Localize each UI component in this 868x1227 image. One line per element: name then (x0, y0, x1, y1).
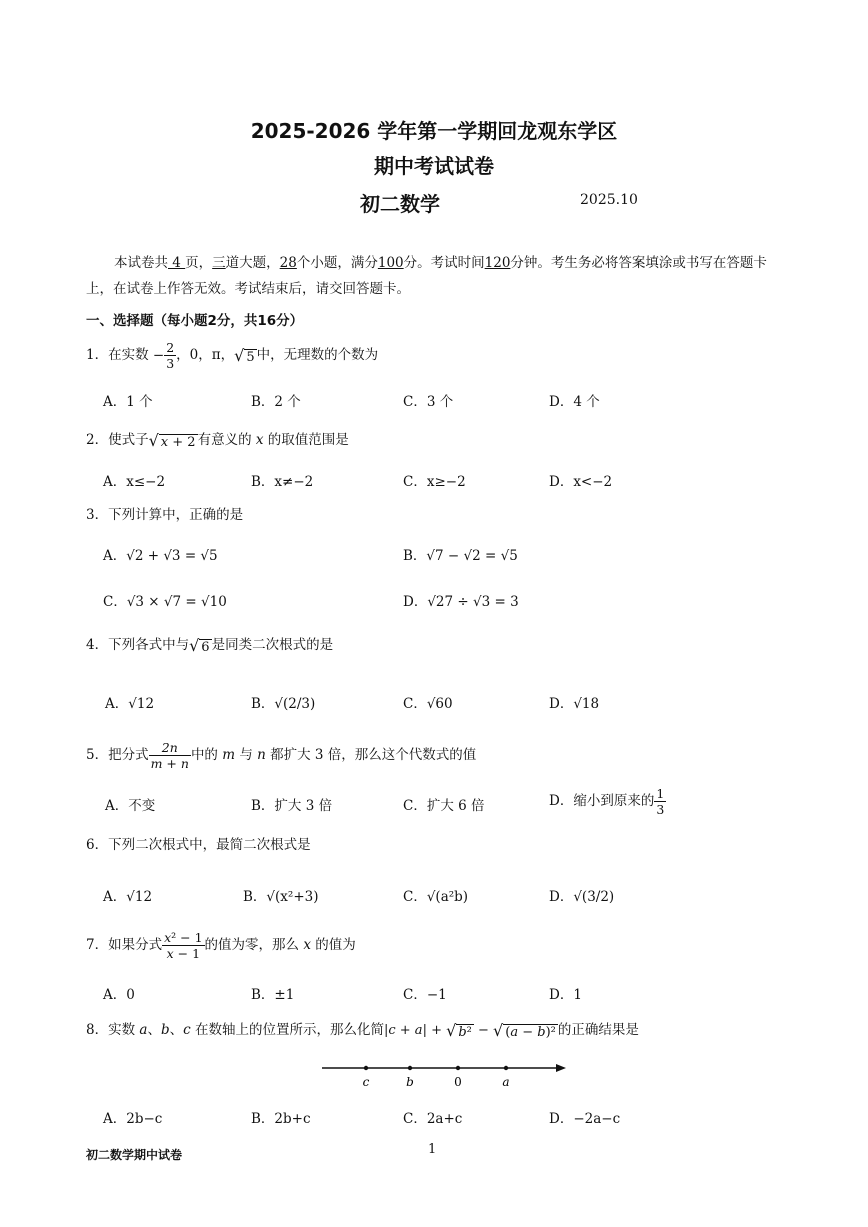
point-zero (456, 1066, 460, 1070)
q1-option-b[interactable]: B．2 个 (251, 394, 301, 410)
fraction-neg-two-thirds: $\frac{2}{3}$ (166, 340, 175, 371)
q7-option-c[interactable]: C．−1 (403, 987, 447, 1003)
intro-text: 个小题，满分 (296, 255, 378, 271)
question-text: 在数轴上的位置所示，那么化简 (194, 1022, 384, 1038)
question-text: 的值为零，那么 (204, 937, 300, 953)
question-6-stem: 6．下列二次根式中，最简二次根式是 (86, 837, 311, 853)
q8-option-a[interactable]: A．2b−c (103, 1111, 163, 1127)
page-count: 4 (168, 255, 186, 271)
fraction-x2-minus-1-over-x-minus-1: $\frac{\text{x² − 1}}{x - 1}$ (164, 930, 203, 961)
fraction-2n-over-m-plus-n: $\frac{2n}{m + n}$ (150, 740, 189, 771)
number-line (318, 1058, 570, 1092)
q7-option-d[interactable]: D．1 (549, 987, 582, 1003)
question-text: 中，无理数的个数为 (256, 347, 379, 363)
question-text: 的正确结果是 (557, 1022, 639, 1038)
option-text: D．缩小到原来的 (549, 793, 655, 809)
q5-option-a[interactable]: A．不变 (105, 798, 156, 814)
exam-title-line2: 期中考试试卷 (374, 154, 494, 178)
q5-option-d[interactable] (549, 786, 666, 817)
sqrt-x-plus-2: √ x + 2 (148, 431, 196, 450)
question-text: 2．使式子 (86, 432, 149, 448)
point-b (408, 1066, 412, 1070)
question-text: 有意义的 (197, 432, 252, 448)
q2-option-c[interactable]: C．x≥−2 (403, 474, 466, 490)
fraction-one-third: $\frac{1}{3}$ (656, 786, 665, 817)
q3-option-d[interactable]: D．√27 ÷ √3 = 3 (403, 594, 519, 610)
section-count: 三 (212, 255, 226, 271)
exam-instructions (86, 250, 786, 302)
exam-title-line1: 2025-2026 学年第一学期回龙观东学区 (250, 119, 618, 143)
time-limit: 120 (484, 255, 511, 271)
q6-option-c[interactable]: C．√(a²b) (403, 889, 469, 905)
question-1-stem: 1．在实数 − $\frac{2}{3}$ ，0，π，√ 5 中，无理数的个数为 (86, 340, 379, 371)
section-heading: 一、选择题（每小题2分，共16分） (86, 313, 304, 329)
math-expression: |c + a| + (383, 1023, 447, 1038)
intro-text: 道大题， (225, 255, 280, 271)
question-7-stem: 7．如果分式 $\frac{\text{x² − 1}}{x - 1}$ 的值为零，那么 x 的值为 (86, 930, 356, 961)
label-a: a (502, 1075, 510, 1089)
q4-option-a[interactable]: A．√12 (105, 696, 155, 712)
q3-option-c[interactable]: C．√3 × √7 = √10 (103, 594, 227, 610)
q7-option-b[interactable]: B．±1 (251, 987, 295, 1003)
question-text: 1．在实数 (86, 347, 149, 363)
q1-option-c[interactable]: C．3 个 (403, 394, 454, 410)
question-8-stem: 8．实数 a、b、c 在数轴上的位置所示，那么化简|c + a| + √ b² − √ (a − b)² 的正确结果是 (86, 1021, 639, 1040)
label-zero: 0 (454, 1075, 462, 1089)
question-text: 中的 (190, 747, 218, 763)
q7-option-a[interactable]: A．0 (103, 987, 135, 1003)
question-text: 与 (239, 747, 253, 763)
intro-text: 分。考试时间 (403, 255, 485, 271)
q3-option-a[interactable]: A．√2 + √3 = √5 (103, 548, 218, 564)
label-c: c (362, 1075, 370, 1089)
question-2-stem: 2．使式子√ x + 2 有意义的 x 的取值范围是 (86, 431, 349, 450)
total-score: 100 (377, 255, 404, 271)
question-text: ，0，π， (176, 347, 235, 363)
q4-option-d[interactable]: D．√18 (549, 696, 600, 712)
q5-option-c[interactable]: C．扩大 6 倍 (403, 798, 485, 814)
question-text: 是同类二次根式的是 (211, 637, 334, 653)
q6-option-b[interactable]: B．√(x²+3) (243, 889, 319, 905)
question-text: 的取值范围是 (267, 432, 349, 448)
sqrt-six: √ 6 (189, 636, 210, 655)
intro-text: 分钟。考生务必将答案填涂或书写在答题卡上，在试卷上作答无效。考试结束后，请交回答题卡。 (86, 255, 767, 297)
label-b: b (406, 1075, 414, 1089)
sqrt-a-minus-b-squared: √ (a − b)² (493, 1021, 556, 1040)
question-text: 都扩大 3 倍，那么这个代数式的值 (270, 747, 477, 763)
question-3-stem: 3．下列计算中，正确的是 (86, 507, 244, 523)
question-4-stem (86, 633, 333, 655)
question-count: 28 (279, 255, 297, 271)
q5-option-b[interactable]: B．扩大 3 倍 (251, 798, 333, 814)
q6-option-a[interactable]: A．√12 (103, 889, 153, 905)
q2-option-a[interactable]: A．x≤−2 (103, 474, 166, 490)
point-a (504, 1066, 508, 1070)
exam-date: 2025.10 (580, 192, 638, 208)
point-c (364, 1066, 368, 1070)
question-5-stem: 5．把分式 $\frac{2n}{m + n}$ 中的 m 与 n 都扩大 3 倍，那么这个代数式的值 (86, 740, 477, 771)
question-text: 4．下列各式中与 (86, 637, 190, 653)
intro-text: 页， (185, 255, 213, 271)
q4-option-c[interactable]: C．√60 (403, 696, 453, 712)
q3-option-b[interactable]: B．√7 − √2 = √5 (403, 548, 518, 564)
q8-option-b[interactable]: B．2b+c (251, 1111, 311, 1127)
q1-option-d[interactable]: D．4 个 (549, 394, 600, 410)
footer-label: 初二数学期中试卷 (86, 1148, 183, 1162)
q8-option-c[interactable]: C．2a+c (403, 1111, 463, 1127)
q4-option-b[interactable]: B．√(2/3) (251, 696, 316, 712)
page-number: 1 (428, 1142, 437, 1157)
exam-subject: 初二数学 (360, 192, 440, 216)
intro-text: 本试卷共 (114, 255, 168, 271)
sqrt-b-squared: √ b² (446, 1021, 472, 1040)
q1-option-a[interactable]: A．1 个 (103, 394, 153, 410)
q6-option-d[interactable]: D．√(3/2) (549, 889, 615, 905)
question-text: 8．实数 (86, 1022, 136, 1038)
question-text: 的值为 (315, 937, 356, 953)
q2-option-d[interactable]: D．x<−2 (549, 474, 613, 490)
question-text: 7．如果分式 (86, 937, 163, 953)
number-line-arrow (556, 1064, 566, 1072)
q8-option-d[interactable]: D．−2a−c (549, 1111, 621, 1127)
sqrt-five: √ 5 (234, 346, 255, 365)
q2-option-b[interactable]: B．x≠−2 (251, 474, 314, 490)
question-text: 5．把分式 (86, 747, 149, 763)
